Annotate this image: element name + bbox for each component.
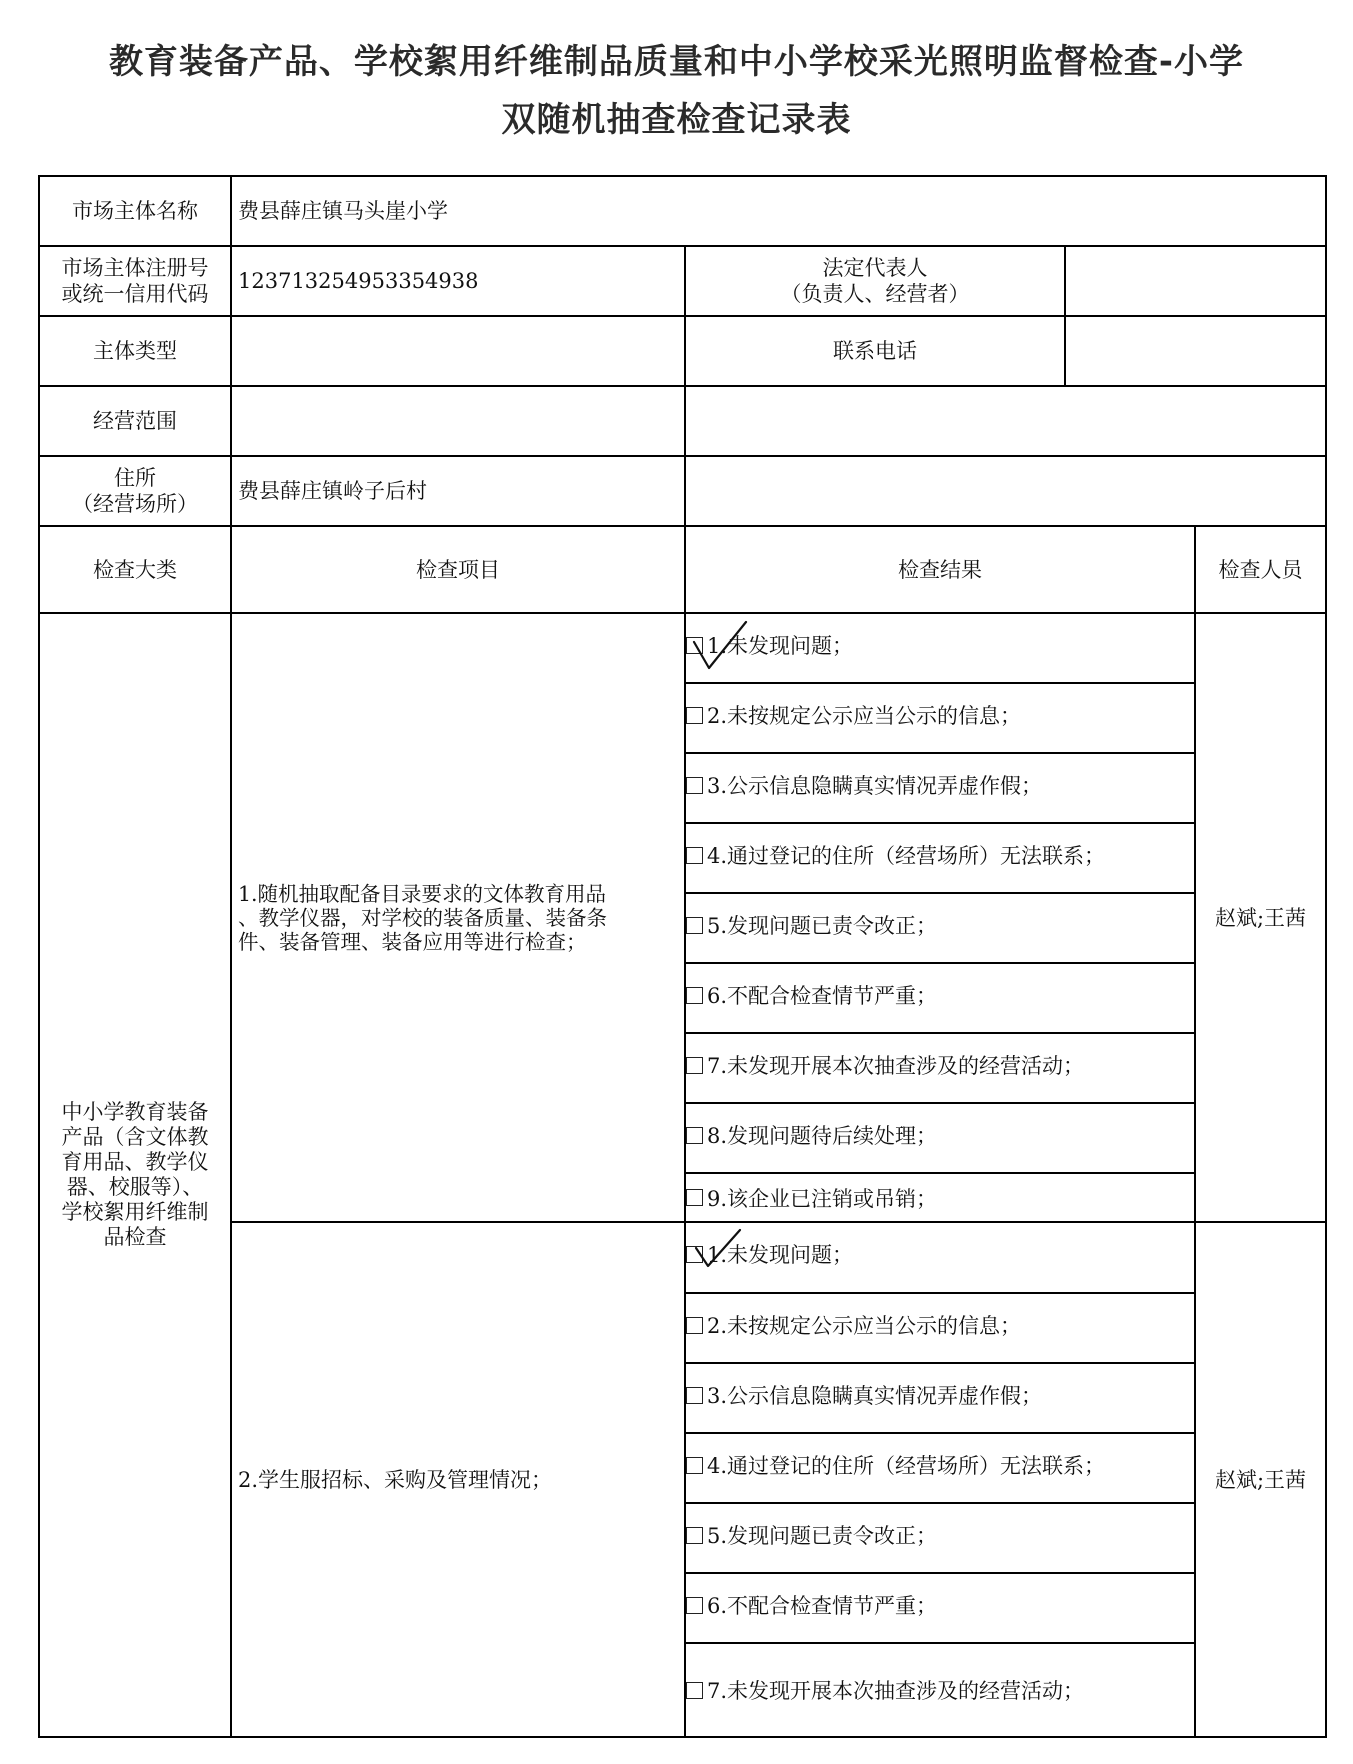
name-label: 市场主体名称 (72, 199, 198, 223)
document-title-line1: 教育装备产品、学校絮用纤维制品质量和中小学校采光照明监督检查-小学 (108, 42, 1245, 82)
option-label: 6.不配合检查情节严重； (707, 1594, 938, 1618)
item2-option[interactable] (686, 1504, 1186, 1566)
checkbox-icon[interactable] (686, 987, 703, 1004)
option-label: 7.未发现开展本次抽查涉及的经营活动； (707, 1054, 1085, 1078)
address-label-line1: 住所 (114, 466, 156, 490)
option-label: 2.未按规定公示应当公示的信息； (707, 704, 1022, 728)
option-label: 4.通过登记的住所（经营场所）无法联系； (707, 1454, 1106, 1478)
header-item: 检查项目 (416, 557, 500, 582)
option-label: 3.公示信息隐瞒真实情况弄虚作假； (707, 774, 1043, 798)
category-line: 品检查 (103, 1225, 167, 1249)
checkbox-icon[interactable] (686, 1682, 703, 1699)
option-label: 1.未发现问题； (707, 1243, 854, 1267)
legal-label-line2: （负责人、经营者） (780, 282, 970, 306)
phone-label: 联系电话 (833, 339, 917, 363)
item2-description: 2.学生服招标、采购及管理情况； (238, 1467, 553, 1492)
option-label: 1.未发现问题； (707, 634, 854, 658)
checkmark-icon (690, 618, 750, 674)
header-inspector: 检查人员 (1218, 557, 1303, 582)
category-line: 学校絮用纤维制 (61, 1200, 209, 1224)
category-line: 产品（含文体教 (61, 1125, 209, 1149)
header-category: 检查大类 (93, 557, 177, 582)
type-label: 主体类型 (93, 339, 177, 363)
checkbox-icon[interactable] (686, 1127, 703, 1144)
item2-inspector: 赵斌;王茜 (1214, 1467, 1307, 1492)
item1-option[interactable] (686, 1034, 1186, 1096)
address-value: 费县薛庄镇岭子后村 (238, 479, 427, 503)
code-label (40, 247, 230, 315)
item1-option[interactable] (686, 964, 1186, 1026)
item1-option[interactable] (686, 614, 1186, 676)
scope-value (232, 387, 1325, 455)
option-label: 7.未发现开展本次抽查涉及的经营活动； (707, 1679, 1085, 1703)
address-label (40, 457, 230, 525)
option-label: 8.发现问题待后续处理； (707, 1124, 938, 1148)
category-line: 中小学教育装备 (61, 1100, 209, 1124)
option-label: 6.不配合检查情节严重； (707, 984, 938, 1008)
option-label: 2.未按规定公示应当公示的信息； (707, 1314, 1022, 1338)
item1-option[interactable] (686, 1174, 1186, 1221)
code-label-line1: 市场主体注册号 (61, 256, 209, 280)
checkbox-icon[interactable] (686, 707, 703, 724)
item1-option[interactable] (686, 824, 1186, 886)
checkbox-icon[interactable] (686, 847, 703, 864)
category-cell (40, 614, 230, 1736)
legal-label (686, 247, 1064, 315)
scope-label: 经营范围 (93, 409, 177, 433)
checkmark-icon (692, 1226, 744, 1270)
item1-line: 、教学仪器，对学校的装备质量、装备条 (238, 905, 607, 930)
item1-option[interactable] (686, 754, 1186, 816)
checkbox-icon[interactable] (686, 917, 703, 934)
code-label-line2: 或统一信用代码 (61, 282, 209, 306)
item2-option[interactable] (686, 1574, 1186, 1636)
item2-option[interactable] (686, 1294, 1186, 1356)
item1-description (232, 614, 684, 1221)
option-label: 9.该企业已注销或吊销； (707, 1186, 938, 1211)
checkbox-icon[interactable] (686, 1457, 703, 1474)
item2-option[interactable] (686, 1364, 1186, 1426)
item1-line: 件、装备管理、装备应用等进行检查； (238, 929, 587, 954)
header-result: 检查结果 (898, 557, 982, 582)
item1-inspector: 赵斌;王茜 (1214, 905, 1307, 930)
code-value: 12371325495335493​8 (238, 269, 479, 293)
legal-label-line1: 法定代表人 (822, 256, 928, 280)
item2-option[interactable] (686, 1644, 1186, 1736)
address-label-line2: （经营场所） (72, 492, 198, 516)
legal-value (1066, 247, 1325, 315)
checkbox-icon[interactable] (686, 1189, 703, 1206)
item2-option[interactable] (686, 1434, 1186, 1496)
option-label: 5.发现问题已责令改正； (707, 1524, 938, 1548)
option-label: 5.发现问题已责令改正； (707, 914, 938, 938)
checkbox-icon[interactable] (686, 1387, 703, 1404)
checkbox-icon[interactable] (686, 777, 703, 794)
item1-option[interactable] (686, 1104, 1186, 1166)
checkbox-icon[interactable] (686, 1057, 703, 1074)
name-value: 费县薛庄镇马头崖小学 (238, 199, 448, 223)
item1-option[interactable] (686, 894, 1186, 956)
category-line: 育用品、教学仪 (61, 1150, 209, 1174)
option-label: 4.通过登记的住所（经营场所）无法联系； (707, 844, 1106, 868)
checkbox-icon[interactable] (686, 1527, 703, 1544)
item2-option[interactable] (686, 1223, 1186, 1285)
type-value (232, 317, 684, 385)
phone-value (1066, 317, 1325, 385)
option-label: 3.公示信息隐瞒真实情况弄虚作假； (707, 1384, 1043, 1408)
checkbox-icon[interactable] (686, 1597, 703, 1614)
item1-line: 1.随机抽取配备目录要求的文体教育用品 (238, 881, 607, 906)
category-line: 器、校服等）、 (66, 1175, 204, 1199)
checkbox-icon[interactable] (686, 1317, 703, 1334)
item1-option[interactable] (686, 684, 1186, 746)
document-title-line2: 双随机抽查检查记录表 (501, 100, 852, 140)
